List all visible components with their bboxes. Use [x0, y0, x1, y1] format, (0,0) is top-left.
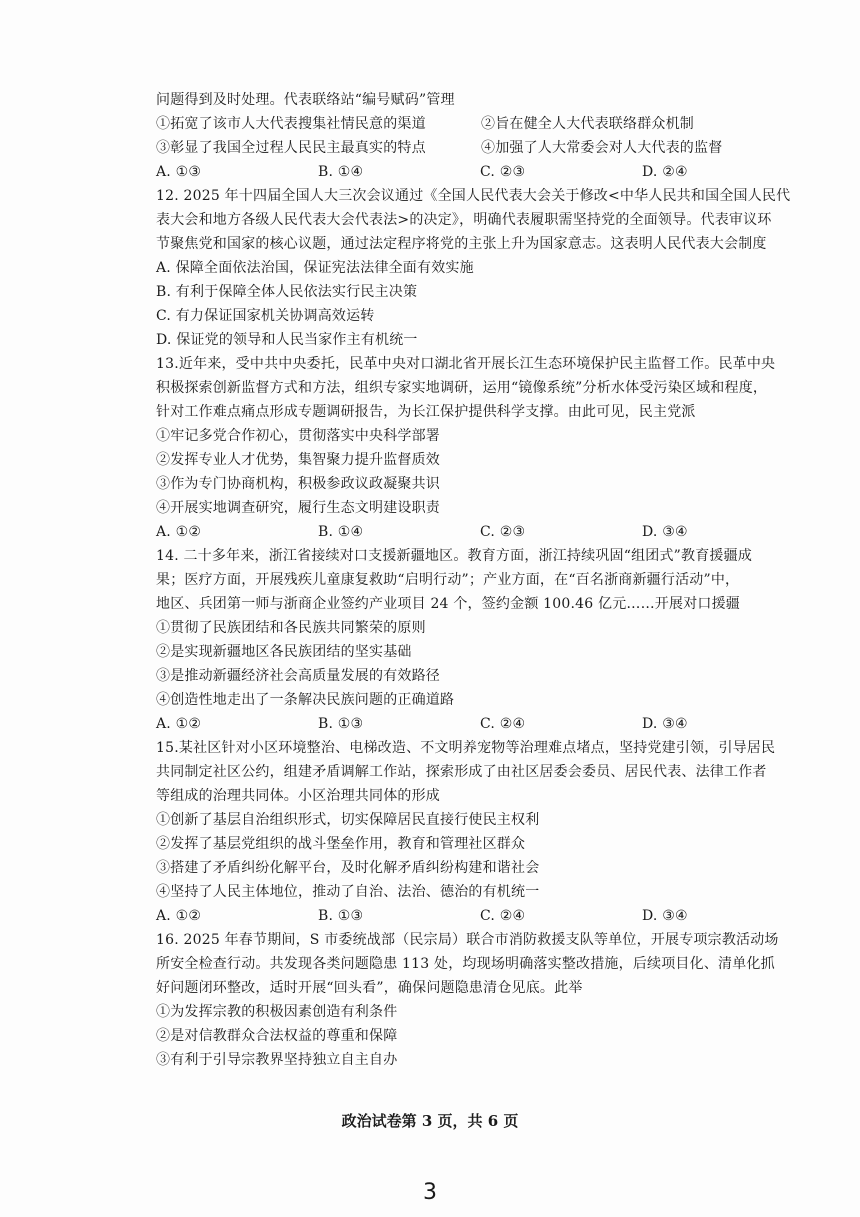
- q15-stem-line-2: 共同制定社区公约，组建矛盾调解工作站，探索形成了由社区居委会委员、居民代表、法律工作者: [156, 764, 767, 780]
- q14-item-3: ③是推动新疆经济社会高质量发展的有效路径: [156, 668, 440, 684]
- q12-stem-line-2: 表大会和地方各级人民代表大会代表法>的决定》，明确代表履职需坚持党的全面领导。代表审议环: [156, 212, 772, 228]
- q14-stem-line-1: 14. 二十多年来，浙江省接续对口支援新疆地区。教育方面，浙江持续巩固“组团式”教育援疆成: [156, 548, 753, 564]
- q11-item-1: ①拓宽了该市人大代表搜集社情民意的渠道: [156, 116, 426, 132]
- q11-options: [156, 160, 806, 184]
- q12-option-c: C. 有力保证国家机关协调高效运转: [156, 308, 375, 324]
- q15-item-4: ④坚持了人民主体地位，推动了自治、法治、德治的有机统一: [156, 884, 540, 900]
- q15-stem-line-1: 15.某社区针对小区环境整治、电梯改造、不文明养宠物等治理难点堵点，坚持党建引领，引导居民: [156, 740, 776, 756]
- q15-stem-line-3: 等组成的治理共同体。小区治理共同体的形成: [156, 788, 440, 804]
- page-footer: 政治试卷第 3 页，共 6 页: [341, 1112, 519, 1130]
- q16-item-2: ②是对信教群众合法权益的尊重和保障: [156, 1028, 398, 1044]
- q13-item-4: ④开展实地调查研究，履行生态文明建设职责: [156, 500, 440, 516]
- q15-item-1: ①创新了基层自治组织形式，切实保障居民直接行使民主权利: [156, 812, 540, 828]
- q11-option-d: D. ②④: [642, 164, 688, 180]
- q16-item-1: ①为发挥宗教的积极因素创造有利条件: [156, 1004, 398, 1020]
- q13-option-a: A. ①②: [156, 524, 202, 540]
- q11-option-b: B. ①④: [318, 164, 364, 180]
- q14-option-a: A. ①②: [156, 716, 202, 732]
- q13-item-2: ②发挥专业人才优势，集智聚力提升监督质效: [156, 452, 440, 468]
- q11-item-2: ②旨在健全人大代表联络群众机制: [481, 116, 694, 132]
- page-content: [156, 88, 806, 1072]
- q12-stem-line-1: 12. 2025 年十四届全国人大三次会议通过《全国人民代表大会关于修改<中华人民共和国全国人民代: [156, 188, 791, 204]
- q14-option-d: D. ③④: [642, 716, 688, 732]
- q11-items-row-2: [156, 136, 806, 160]
- q14-item-1: ①贯彻了民族团结和各民族共同繁荣的原则: [156, 620, 426, 636]
- q13-stem-line-3: 针对工作难点痛点形成专题调研报告，为长江保护提供科学支撑。由此可见，民主党派: [156, 404, 696, 420]
- q16-item-3: ③有利于引导宗教界坚持独立自主自办: [156, 1052, 398, 1068]
- q11-option-c: C. ②③: [480, 164, 526, 180]
- q13-stem-line-2: 积极探索创新监督方式和方法，组织专家实地调研，运用“镜像系统”分析水体受污染区域和程度，: [156, 380, 768, 396]
- q16-stem-line-3: 好问题闭环整改，适时开展“回头看”，确保问题隐患清仓见底。此举: [156, 980, 583, 996]
- q12-option-b: B. 有利于保障全体人民依法实行民主决策: [156, 284, 418, 300]
- q14-item-4: ④创造性地走出了一条解决民族问题的正确道路: [156, 692, 455, 708]
- q15-option-d: D. ③④: [642, 908, 688, 924]
- q14-option-b: B. ①③: [318, 716, 364, 732]
- q15-item-3: ③搭建了矛盾纠纷化解平台，及时化解矛盾纠纷构建和谐社会: [156, 860, 540, 876]
- q16-stem-line-2: 所安全检查行动。共发现各类问题隐患 113 处，均现场明确落实整改措施，后续项目化、清单化抓: [156, 956, 775, 972]
- q15-item-2: ②发挥了基层党组织的战斗堡垒作用，教育和管理社区群众: [156, 836, 526, 852]
- q13-option-c: C. ②③: [480, 524, 526, 540]
- q14-option-c: C. ②④: [480, 716, 526, 732]
- q15-option-c: C. ②④: [480, 908, 526, 924]
- q14-options: [156, 712, 806, 736]
- q11-item-3: ③彰显了我国全过程人民民主最真实的特点: [156, 140, 426, 156]
- q11-item-4: ④加强了人大常委会对人大代表的监督: [481, 140, 723, 156]
- q15-option-b: B. ①③: [318, 908, 364, 924]
- q15-option-a: A. ①②: [156, 908, 202, 924]
- q13-item-3: ③作为专门协商机构，积极参政议政凝聚共识: [156, 476, 440, 492]
- q12-stem-line-3: 节聚焦党和国家的核心议题，通过法定程序将党的主张上升为国家意志。这表明人民代表大会制度: [156, 236, 767, 252]
- page-number: 3: [423, 1180, 437, 1205]
- q11-option-a: A. ①③: [156, 164, 202, 180]
- q12-option-d: D. 保证党的领导和人民当家作主有机统一: [156, 332, 418, 348]
- q12-option-a: A. 保障全面依法治国，保证宪法法律全面有效实施: [156, 260, 474, 276]
- q14-stem-line-2: 果；医疗方面，开展残疾儿童康复救助“启明行动”；产业方面，在“百名浙商新疆行活动”中，: [156, 572, 740, 588]
- q13-option-d: D. ③④: [642, 524, 688, 540]
- q16-stem-line-1: 16. 2025 年春节期间，S 市委统战部（民宗局）联合市消防救援支队等单位，开展专项宗教活动场: [156, 932, 779, 948]
- q13-options: [156, 520, 806, 544]
- q13-stem-line-1: 13.近年来，受中共中央委托，民革中央对口湖北省开展长江生态环境保护民主监督工作。民革中央: [156, 356, 776, 372]
- q15-options: [156, 904, 806, 928]
- q14-stem-line-3: 地区、兵团第一师与浙商企业签约产业项目 24 个，签约金额 100.46 亿元……开展对口援疆: [156, 596, 740, 612]
- q11-items-row-1: [156, 112, 806, 136]
- q13-option-b: B. ①④: [318, 524, 364, 540]
- q11-stem-line: 问题得到及时处理。代表联络站“编号赋码”管理: [156, 92, 455, 108]
- q13-item-1: ①牢记多党合作初心，贯彻落实中央科学部署: [156, 428, 440, 444]
- q14-item-2: ②是实现新疆地区各民族团结的坚实基础: [156, 644, 412, 660]
